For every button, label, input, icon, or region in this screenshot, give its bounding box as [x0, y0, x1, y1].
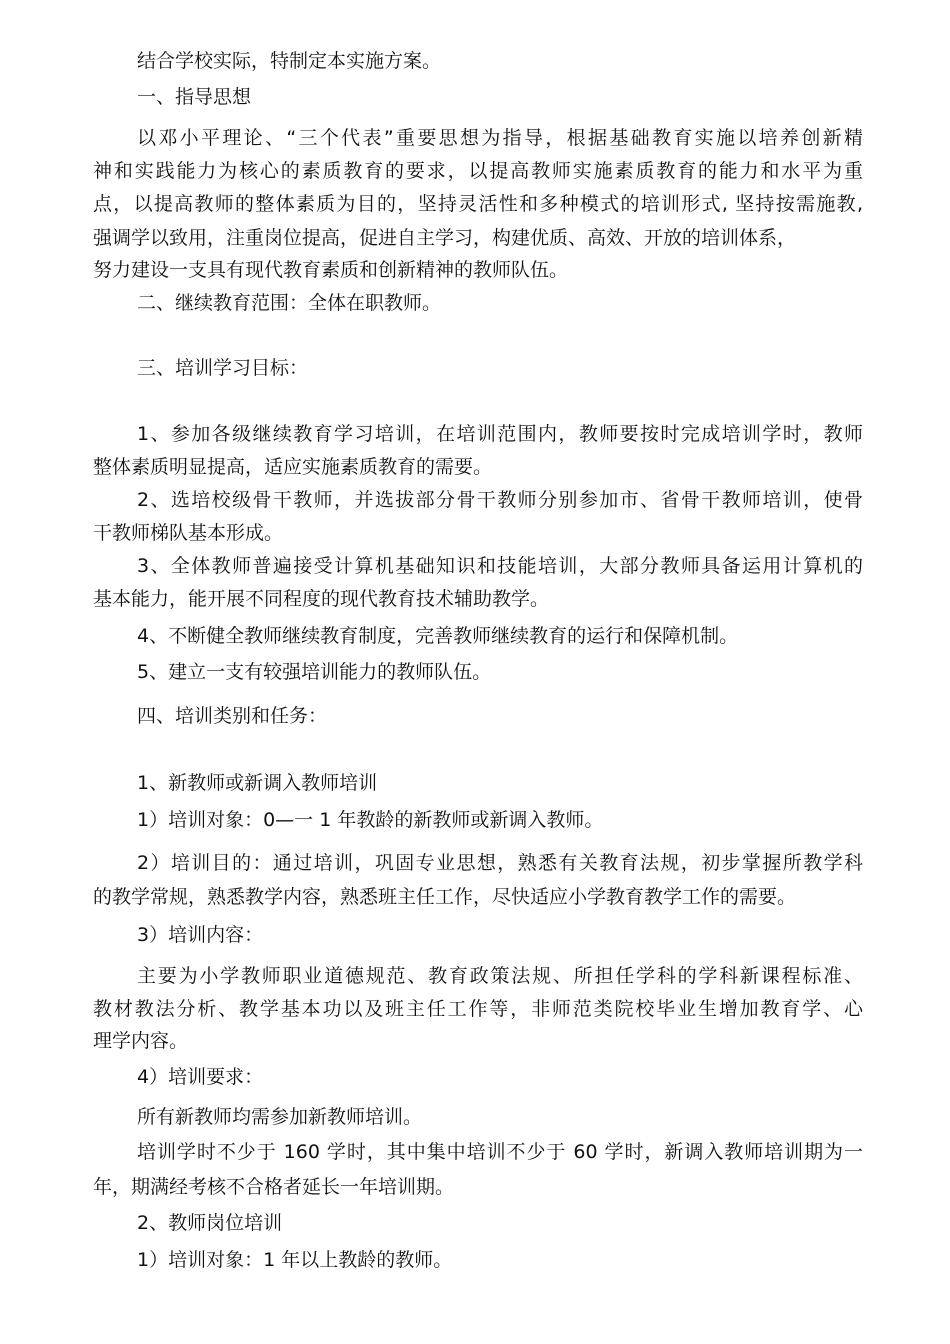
- text-line: 干教师梯队基本形成。: [93, 522, 284, 544]
- text-line: 1、参加各级继续教育学习培训，在培训范围内，教师要按时完成培训学时，教师: [137, 423, 863, 445]
- text-line: 1）培训对象：1 年以上教龄的教师。: [137, 1249, 453, 1271]
- text-line: 教材教法分析、教学基本功以及班主任工作等，非师范类院校毕业生增加教育学、心: [93, 998, 863, 1020]
- text-line: 4）培训要求：: [137, 1066, 264, 1088]
- text-line: 所有新教师均需参加新教师培训。: [137, 1106, 423, 1128]
- text-line: 点，以提高教师的整体素质为目的，坚持灵活性和多种模式的培训形式, 坚持按需施教,: [93, 193, 863, 215]
- subsection-heading-post-training: 2、教师岗位培训: [137, 1212, 283, 1234]
- text-line: 4、不断健全教师继续教育制度，完善教师继续教育的运行和保障机制。: [137, 625, 739, 647]
- text-line: 5、建立一支有较强培训能力的教师队伍。: [137, 661, 492, 683]
- text-line: 基本能力，能开展不同程度的现代教育技术辅助教学。: [93, 588, 550, 610]
- text-line: 整体素质明显提高，适应实施素质教育的需要。: [93, 456, 493, 478]
- text-line: 神和实践能力为核心的素质教育的要求，以提高教师实施素质教育的能力和水平为重: [93, 160, 863, 182]
- text-line: 年，期满经考核不合格者延长一年培训期。: [93, 1176, 455, 1198]
- section-heading-guiding-ideology: 一、指导思想: [137, 86, 252, 108]
- text-line: 主要为小学教师职业道德规范、教育政策法规、所担任学科的学科新课程标准、: [137, 965, 863, 987]
- text-line: 结合学校实际，特制定本实施方案。: [137, 50, 442, 72]
- text-line: 2）培训目的：通过培训，巩固专业思想，熟悉有关教育法规，初步掌握所教学科: [137, 852, 863, 874]
- section-heading-categories: 四、培训类别和任务：: [137, 705, 328, 727]
- text-line: 培训学时不少于 160 学时，其中集中培训不少于 60 学时，新调入教师培训期为一: [137, 1141, 863, 1163]
- text-line: 1）培训对象：0—一 1 年教龄的新教师或新调入教师。: [137, 809, 604, 831]
- text-line: 3、全体教师普遍接受计算机基础知识和技能培训，大部分教师具备运用计算机的: [137, 555, 863, 577]
- text-line: 努力建设一支具有现代教育素质和创新精神的教师队伍。: [93, 259, 569, 281]
- section-heading-goals: 三、培训学习目标：: [137, 357, 309, 379]
- text-line: 以邓小平理论、“三个代表”重要思想为指导，根据基础教育实施以培养创新精: [137, 127, 863, 149]
- subsection-heading-new-teachers: 1、新教师或新调入教师培训: [137, 772, 378, 794]
- text-line: 的教学常规，熟悉教学内容，熟悉班主任工作，尽快适应小学教育教学工作的需要。: [93, 886, 797, 908]
- text-line: 强调学以致用，注重岗位提高，促进自主学习，构建优质、高效、开放的培训体系，: [93, 227, 797, 249]
- text-line: 理学内容。: [93, 1030, 189, 1052]
- section-heading-scope: 二、继续教育范围：全体在职教师。: [137, 292, 442, 314]
- text-line: 2、选培校级骨干教师，并选拔部分骨干教师分别参加市、省骨干教师培训，使骨: [137, 489, 863, 511]
- text-line: 3）培训内容：: [137, 924, 264, 946]
